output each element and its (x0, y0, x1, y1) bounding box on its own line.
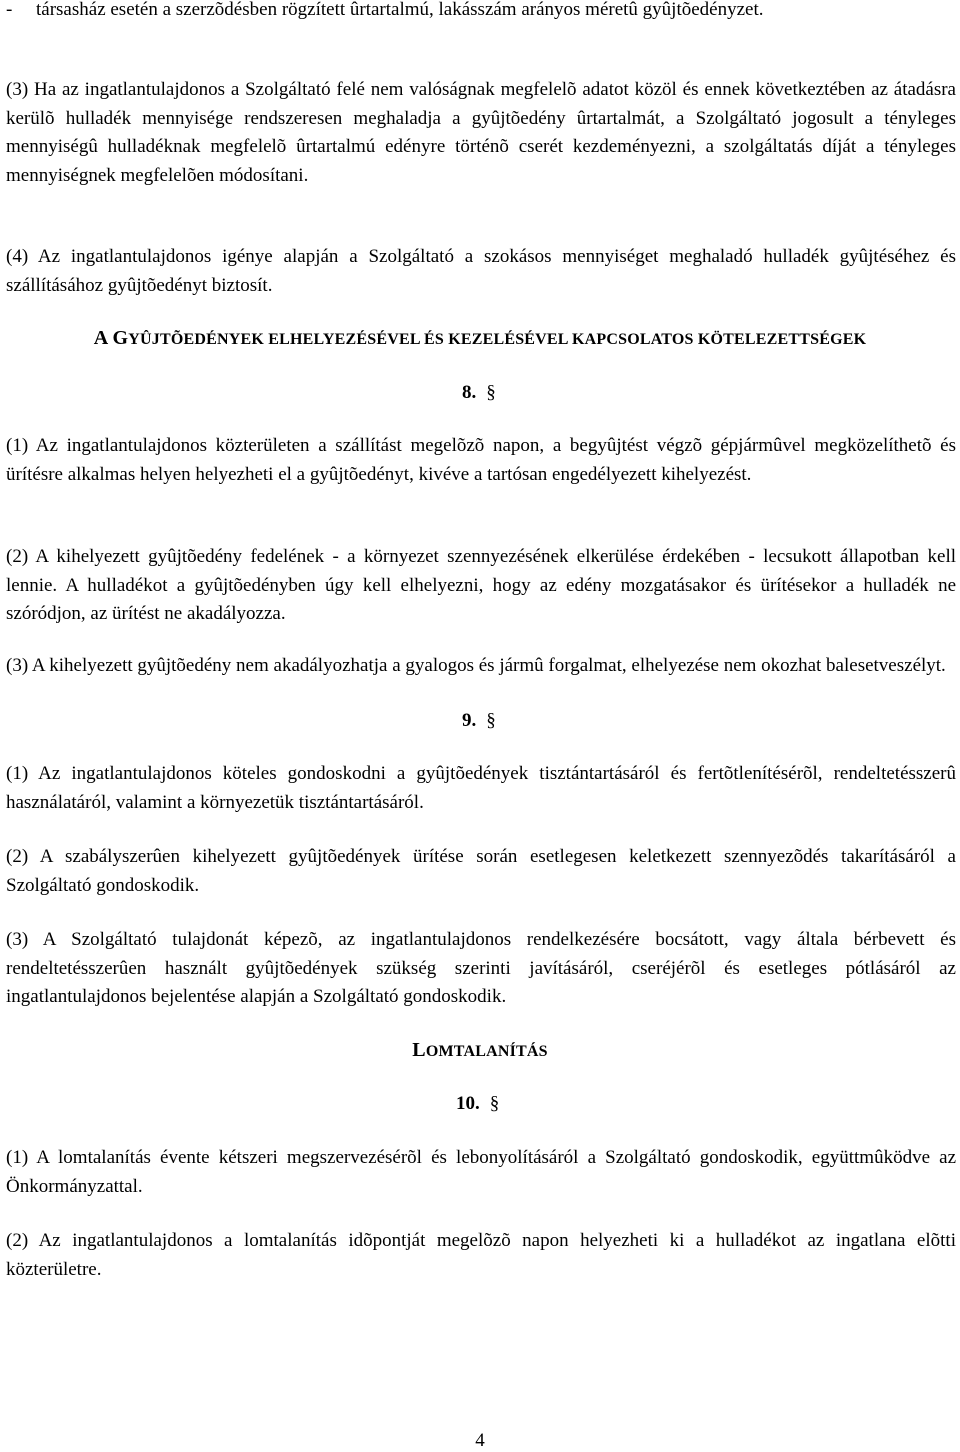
paragraph-s8-3: (3) A kihelyezett gyûjtõedény nem akadályozhatja a gyalogos és jármû forgalmat, elhelyezése nem okozhat balesetveszélyt. (6, 655, 946, 676)
paragraph-s9-1: (1) Az ingatlantulajdonos köteles gondoskodni a gyûjtõedények tisztántartásáról és fertõtlenítésérõl, rendeltetésszerû használatáról, valamint a környezetük tisztántartásáról. (6, 763, 956, 813)
section-heading-containers (0, 327, 960, 350)
paragraph-s8-1: (1) Az ingatlantulajdonos közterületen a szállítást megelõzõ napon, a begyûjtést végzõ gépjármûvel megközelíthetõ és ürítésre alkalmas helyen helyezheti el a gyûjtõedényt, kivéve a tartósan engedélyezett kihelyezést. (6, 435, 956, 485)
paragraph-s8-2: (2) A kihelyezett gyûjtõedény fedelének - a környezet szennyezésének elkerülése érdekében - lecsukott állapotban kell lennie. A hulladékot a gyûjtõedényben úgy kell elhelyezni, hogy az edény mozgatásakor és ürítésekor a hulladék ne szóródjon, az ürítést ne akadályozza. (6, 546, 956, 624)
paragraph-s7-4: (4) Az ingatlantulajdonos igénye alapján a Szolgáltató a szokásos mennyiséget meghaladó hulladék gyûjtéséhez és szállításához gyûjtõedényt biztosít. (6, 246, 956, 296)
heading-big-letter: L (412, 1039, 426, 1061)
section-number: 10. (456, 1093, 480, 1114)
bullet-dash: - (6, 0, 13, 20)
heading-rest: YÛJTÕEDÉNYEK ELHELYEZÉSÉVEL ÉS KEZELÉSÉVEL KAPCSOLATOS KÖTELEZETTSÉGEK (128, 331, 867, 348)
section-number: 9. (462, 710, 477, 731)
section-number-9 (462, 710, 496, 732)
section-sign: § (486, 710, 496, 731)
heading-first-letter: A (93, 327, 113, 349)
section-number: 8. (462, 382, 477, 403)
section-heading-lomtalanitas (0, 1039, 960, 1062)
section-number-8 (462, 382, 496, 404)
paragraph-s7-3: (3) Ha az ingatlantulajdonos a Szolgáltató felé nem valóságnak megfelelõ adatot közöl és ennek következtében az átadásra kerülõ hulladék mennyisége rendszeresen meghaladja a gyûjtõedény ûrtartalmát, a Szolgáltató jogosult a tényleges mennyiségû hulladéknak megfelelõ ûrtartalmú edényre történõ cserét kezdeményezni, a szolgáltatás díját a tényleges mennyiségnek megfelelõen módosítani. (6, 79, 956, 186)
heading-big-letter: G (112, 327, 129, 349)
section-number-10 (456, 1093, 499, 1115)
paragraph-s9-2: (2) A szabályszerûen kihelyezett gyûjtõedények ürítése során esetlegesen keletkezett szennyezõdés takarításáról a Szolgáltató gondoskodik. (6, 846, 956, 896)
section-sign: § (489, 1093, 500, 1114)
paragraph-s9-3: (3) A Szolgáltató tulajdonát képezõ, az ingatlantulajdonos rendelkezésére bocsátott, vagy általa bérbevett és rendeltetésszerûen használt gyûjtõedények szükség szerinti javításáról, cseréjérõl és esetleges pótlásáról az ingatlantulajdonos bejelentése alapján a Szolgáltató gondoskodik. (6, 929, 956, 1007)
paragraph-s10-2: (2) Az ingatlantulajdonos a lomtalanítás idõpontját megelõzõ napon helyezheti ki a hulladékot az ingatlana elõtti közterületre. (6, 1230, 956, 1280)
bullet-item (0, 0, 960, 56)
paragraph-s10-1: (1) A lomtalanítás évente kétszeri megszervezésérõl és lebonyolításáról a Szolgáltató gondoskodik, együttmûködve az Önkormányzattal. (6, 1147, 956, 1197)
bullet-text: társasház esetén a szerzõdésben rögzített ûrtartalmú, lakásszám arányos méretû gyûjtõedényzet. (36, 0, 764, 20)
section-sign: § (486, 382, 496, 403)
heading-rest: OMTALANÍTÁS (425, 1043, 548, 1060)
page-number: 4 (475, 1430, 485, 1451)
